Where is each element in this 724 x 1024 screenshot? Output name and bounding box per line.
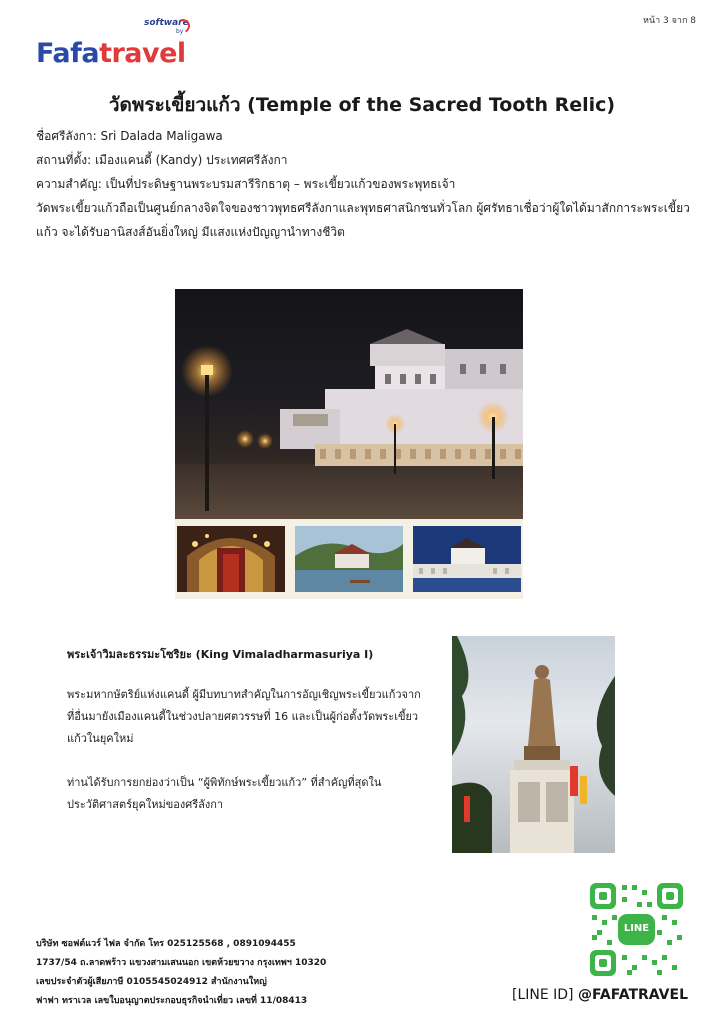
footer-tax-id: เลขประจำตัวผู้เสียภาษี 0105545024912 สำนักงานใหญ่ <box>36 977 267 987</box>
line-qr-code[interactable] <box>588 881 685 978</box>
logo-travel: travel <box>99 38 186 69</box>
king-paragraph-2: ท่านได้รับการยกย่องว่าเป็น “ผู้พิทักษ์พระเขี้ยวแก้ว” ที่สำคัญที่สุดในประวัติศาสตร์ยุคใหม่ของศรีลังกา <box>67 776 382 811</box>
logo-wordmark <box>36 38 186 69</box>
info-sinhala-name: ชื่อศรีลังกา: Sri Dalada Maligawa <box>36 129 223 143</box>
qr-line-label: LINE <box>623 923 650 934</box>
king-statue-photo <box>452 636 615 853</box>
thumbnail-strip <box>175 519 523 599</box>
page-number: หน้า 3 จาก 8 <box>643 16 696 26</box>
logo-software-text: software <box>144 18 189 28</box>
logo-fafa: Fafa <box>36 38 100 69</box>
info-description: วัดพระเขี้ยวแก้วถือเป็นศูนย์กลางจิตใจของชาวพุทธศรีลังกาและพุทธศาสนิกชนทั่วโลก ผู้ศรัทธาเชื่อว่าผู้ใดได้มาสักการะพระเขี้ยวแก้ว จะได้รับอานิสงส์อันยิ่งใหญ่ มีแสงแห่งปัญญานำทางชีวิต <box>36 201 690 239</box>
shrine-interior-thumbnail <box>177 526 285 592</box>
temple-dusk-thumbnail <box>413 526 521 592</box>
king-section-title: พระเจ้าวิมละธรรมะโซริยะ (King Vimaladharmasuriya I) <box>67 648 374 661</box>
line-id-text <box>512 987 688 1003</box>
temple-night-photo <box>175 289 523 519</box>
page-title: วัดพระเขี้ยวแก้ว (Temple of the Sacred Tooth Relic) <box>108 94 616 116</box>
fafatravel-logo <box>36 18 196 74</box>
footer-tour-license: ฟาฟา ทราเวล เลขใบอนุญาตประกอบธุรกิจนำเที่ยว เลขที่ 11/08413 <box>36 996 308 1006</box>
footer-address: 1737/54 ถ.ลาดพร้าว แขวงสามเสนนอก เขตห้วยขวาง กรุงเทพฯ 10320 <box>36 958 327 968</box>
info-significance: ความสำคัญ: เป็นที่ประดิษฐานพระบรมสารีริกธาตุ – พระเขี้ยวแก้วของพระพุทธเจ้า <box>36 177 456 191</box>
info-location: สถานที่ตั้ง: เมืองแคนดี้ (Kandy) ประเทศศรีลังกา <box>36 153 288 167</box>
footer-company-phone: บริษัท ซอฟต์แวร์ ไฟล จำกัด โทร 025125568 , 0891094455 <box>36 939 296 949</box>
king-paragraph-1: พระมหากษัตริย์แห่งแคนดี้ ผู้มีบทบาทสำคัญในการอัญเชิญพระเขี้ยวแก้วจากที่อื่นมายังเมืองแคนดี้ในช่วงปลายศตวรรษที่ 16 และเป็นผู้ก่อตั้งวัดพระเขี้ยวแก้วในยุคใหม่ <box>67 688 421 745</box>
logo-by-text: by <box>176 28 184 35</box>
temple-lake-thumbnail <box>295 526 403 592</box>
line-id-handle: @FAFATRAVEL <box>577 987 688 1003</box>
line-id-prefix: [LINE ID] <box>511 987 578 1003</box>
